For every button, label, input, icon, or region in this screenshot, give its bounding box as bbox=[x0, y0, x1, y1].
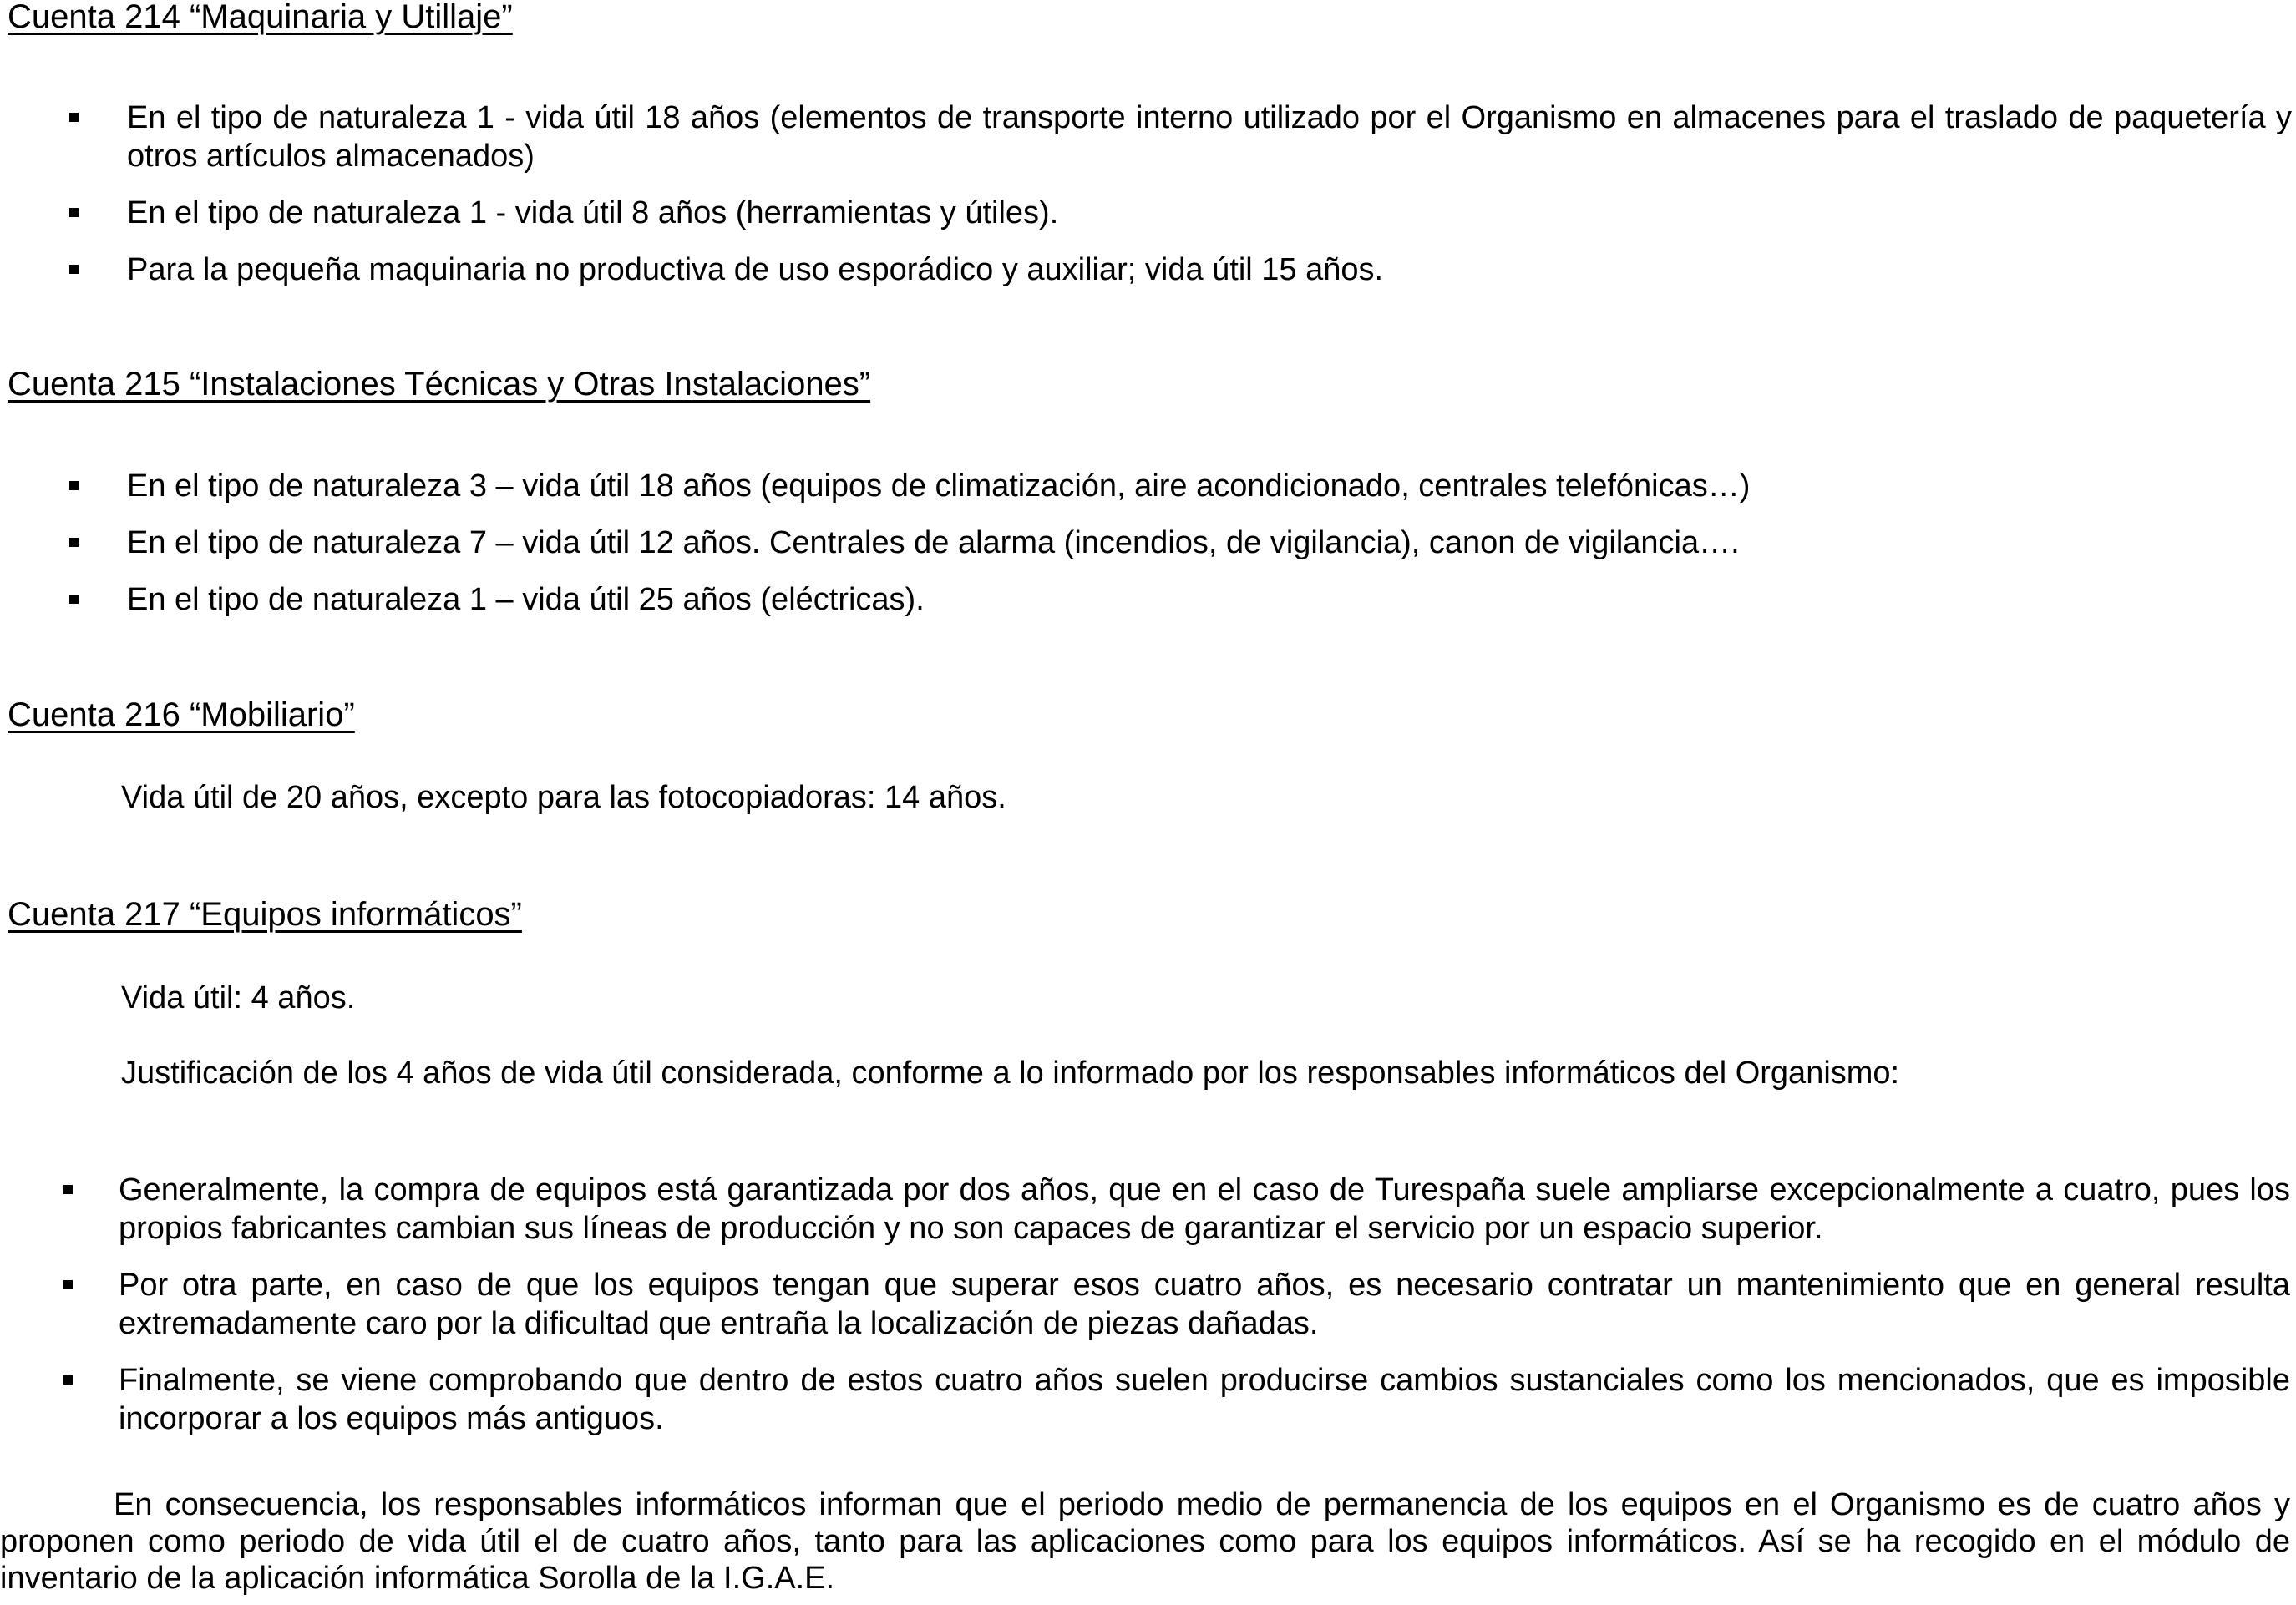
list-item bbox=[127, 99, 2292, 175]
list-item-text: En el tipo de naturaleza 1 - vida útil 8 años (herramientas y útiles). bbox=[127, 195, 1059, 230]
square-bullet-icon bbox=[69, 538, 79, 547]
list-cuenta-217 bbox=[119, 1171, 2290, 1438]
list-item-text: Finalmente, se viene comprobando que dentro de estos cuatro años suelen producirse cambios sustanciales como los mencionados, que es imposible incorporar a los equipos más antiguos. bbox=[119, 1363, 2290, 1436]
list-item-text: En el tipo de naturaleza 1 - vida útil 18 años (elementos de transporte interno utilizado por el Organismo en almacenes para el traslado de paquetería y otros artículos almacenados) bbox=[127, 100, 2292, 174]
square-bullet-icon bbox=[69, 265, 79, 274]
paragraph-vida-util-mobiliario: Vida útil de 20 años, excepto para las fotocopiadoras: 14 años. bbox=[121, 780, 1006, 815]
square-bullet-icon bbox=[63, 1185, 73, 1194]
square-bullet-icon bbox=[69, 481, 79, 490]
list-item bbox=[119, 1266, 2290, 1343]
square-bullet-icon bbox=[63, 1280, 73, 1289]
paragraph-justificacion: Justificación de los 4 años de vida útil considerada, conforme a lo informado por los responsables informáticos del Organismo: bbox=[121, 1056, 1900, 1091]
list-item-text: En el tipo de naturaleza 3 – vida útil 18 años (equipos de climatización, aire acondicionado, centrales telefónicas…) bbox=[127, 468, 1751, 504]
list-cuenta-215 bbox=[127, 467, 2292, 619]
list-item-text: Generalmente, la compra de equipos está garantizada por dos años, que en el caso de Turespaña suele ampliarse excepcionalmente a cuatro, pues los propios fabricantes cambian sus líneas de producción y no son capaces de garantizar el servicio por un espacio superior. bbox=[119, 1172, 2290, 1246]
conclusion-paragraph: En consecuencia, los responsables informáticos informan que el periodo medio de permanencia de los equipos en el Organismo es de cuatro años y proponen como periodo de vida útil el de cuatro años, tanto para las aplicaciones como para los equipos informáticos. Así se ha recogido en el módulo de inventario de la aplicación informática Sorolla de la I.G.A.E. bbox=[0, 1487, 2290, 1596]
square-bullet-icon bbox=[69, 208, 79, 217]
list-item bbox=[119, 1171, 2290, 1248]
list-item-text: En el tipo de naturaleza 7 – vida útil 12 años. Centrales de alarma (incendios, de vigilancia), canon de vigilancia…. bbox=[127, 525, 1740, 560]
heading-cuenta-217: Cuenta 217 “Equipos informáticos” bbox=[8, 896, 522, 933]
square-bullet-icon bbox=[69, 595, 79, 604]
list-item bbox=[127, 580, 2292, 619]
list-item bbox=[127, 524, 2292, 562]
list-item-text: Por otra parte, en caso de que los equipos tengan que superar esos cuatro años, es necesario contratar un mantenimiento que en general resulta extremadamente caro por la dificultad que entraña la localización de piezas dañadas. bbox=[119, 1268, 2290, 1341]
paragraph-vida-util-equipos: Vida útil: 4 años. bbox=[121, 980, 356, 1015]
list-cuenta-214 bbox=[127, 99, 2292, 289]
list-item bbox=[127, 251, 2292, 289]
heading-cuenta-214: Cuenta 214 “Maquinaria y Utillaje” bbox=[8, 0, 513, 35]
list-item bbox=[127, 194, 2292, 232]
heading-cuenta-215: Cuenta 215 “Instalaciones Técnicas y Otras Instalaciones” bbox=[8, 366, 871, 403]
list-item-text: Para la pequeña maquinaria no productiva de uso esporádico y auxiliar; vida útil 15 años. bbox=[127, 252, 1384, 287]
heading-cuenta-216: Cuenta 216 “Mobiliario” bbox=[8, 696, 355, 733]
square-bullet-icon bbox=[69, 113, 79, 122]
square-bullet-icon bbox=[63, 1375, 73, 1385]
list-item-text: En el tipo de naturaleza 1 – vida útil 25 años (eléctricas). bbox=[127, 582, 925, 617]
list-item bbox=[127, 467, 2292, 505]
list-item bbox=[119, 1361, 2290, 1438]
